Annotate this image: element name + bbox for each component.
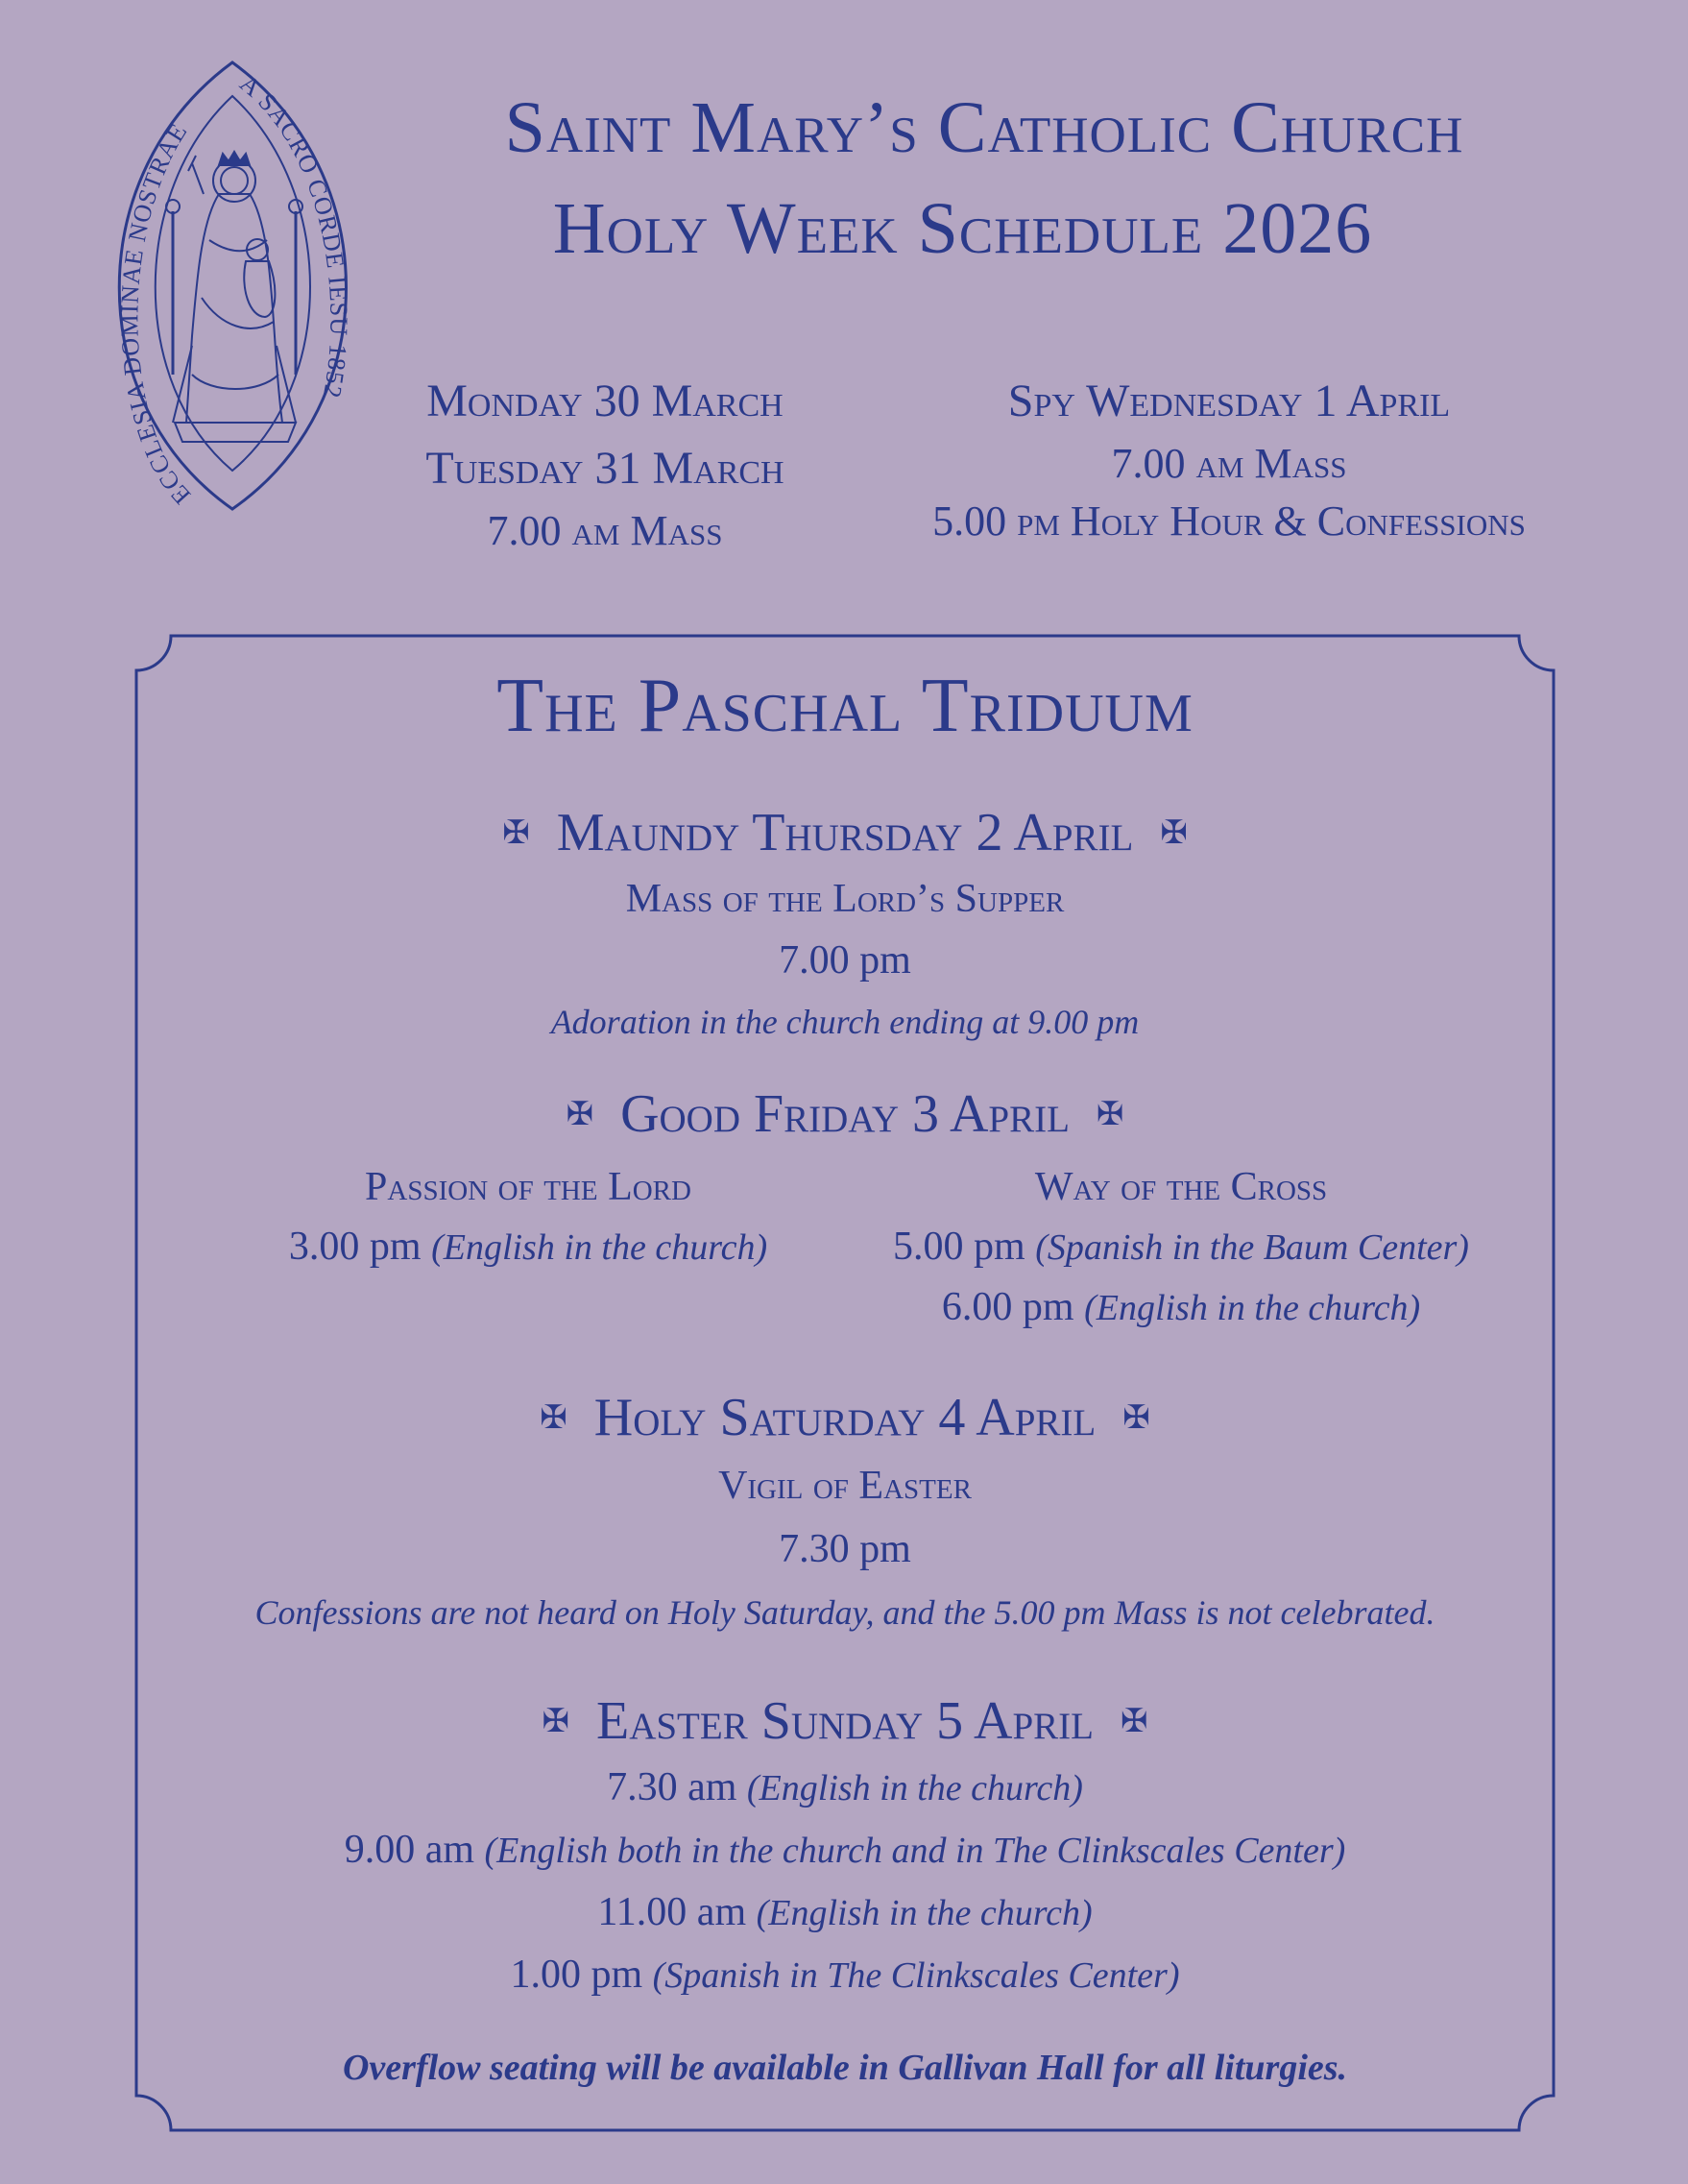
way-time-2: 6.00 pm [941,1285,1074,1329]
way-detail-2: (English in the church) [1084,1288,1421,1328]
sunday-mass [134,1944,1555,2006]
cross-icon: ✠ [542,1704,569,1740]
sunday-mass [134,1881,1555,1944]
mass-time: 1.00 pm [510,1953,643,1998]
church-title: Saint Mary’s Catholic Church [504,87,1464,168]
friday-heading: Good Friday 3 April [620,1084,1070,1144]
passion-detail: (English in the church) [431,1227,768,1268]
friday-heading-row [134,1083,1555,1150]
sunday-section [134,1690,1555,2006]
early-week-right [845,368,1613,550]
mass-detail: (English in the church) [746,1768,1083,1809]
thursday-heading-row [134,802,1555,868]
cross-icon: ✠ [1122,1400,1150,1437]
wednesday-mass: 7.00 am Mass [1111,440,1347,487]
cross-icon: ✠ [540,1400,567,1437]
cross-icon: ✠ [1096,1097,1124,1133]
mass-time: 11.00 am [597,1890,747,1935]
early-week-mass: 7.00 am Mass [487,507,723,554]
passion-title: Passion of the Lord [365,1165,691,1209]
way-of-cross-title: Way of the Cross [1034,1165,1328,1209]
seal-left-text: ECCLESIA DOMINAE NOSTRAE [115,117,197,510]
way-detail-1: (Spanish in the Baum Center) [1035,1227,1469,1268]
schedule-title: Holy Week Schedule 2026 [552,188,1373,269]
mass-detail: (English both in the church and in The Clinkscales Center) [484,1831,1346,1872]
sunday-mass [134,1757,1555,1819]
thursday-note: Adoration in the church ending at 9.00 pm [550,1003,1140,1042]
cross-icon: ✠ [502,815,530,852]
triduum-title: The Paschal Triduum [496,664,1194,748]
saturday-heading: Holy Saturday 4 April [593,1388,1097,1447]
saturday-note: Confessions are not heard on Holy Saturday, and the 5.00 pm Mass is not celebrated. [254,1593,1435,1633]
way-of-cross-block [845,1157,1517,1338]
way-time-1: 5.00 pm [893,1225,1025,1269]
overflow-note: Overflow seating will be available in Gallivan Hall for all liturgies. [342,2048,1348,2088]
saturday-service: Vigil of Easter [718,1464,972,1509]
thursday-service: Mass of the Lord’s Supper [625,877,1065,922]
mass-detail: (English in the church) [756,1893,1093,1934]
sunday-heading-row [134,1690,1555,1757]
madonna-child-icon [166,152,302,442]
cross-icon: ✠ [1160,815,1188,852]
tuesday-label: Tuesday 31 March [425,443,784,494]
thursday-time: 7.00 pm [779,938,911,983]
mass-time: 9.00 am [344,1828,475,1873]
cross-icon: ✠ [1120,1704,1148,1740]
passion-block [230,1157,826,1277]
friday-section [134,1083,1555,1150]
svg-text:A SACRO CORDE IESU 1852 [234,69,352,400]
thursday-heading: Maundy Thursday 2 April [556,803,1134,862]
cross-icon: ✠ [566,1097,594,1133]
mass-detail: (Spanish in The Clinkscales Center) [652,1955,1180,1997]
monday-label: Monday 30 March [426,376,784,426]
saturday-section [134,1386,1555,1644]
mass-time: 7.30 am [607,1765,737,1810]
spy-wednesday-label: Spy Wednesday 1 April [1007,376,1451,426]
saturday-heading-row [134,1386,1555,1454]
church-seal [96,58,370,514]
wednesday-holy-hour: 5.00 pm Holy Hour & Confessions [932,497,1526,545]
sunday-heading: Easter Sunday 5 April [596,1691,1094,1751]
sunday-mass [134,1819,1555,1881]
saturday-time: 7.30 pm [779,1527,911,1572]
seal-right-text: A SACRO CORDE IESU 1852 [234,69,353,401]
early-week-left [365,368,845,560]
passion-time: 3.00 pm [288,1225,422,1269]
thursday-section [134,802,1555,1053]
